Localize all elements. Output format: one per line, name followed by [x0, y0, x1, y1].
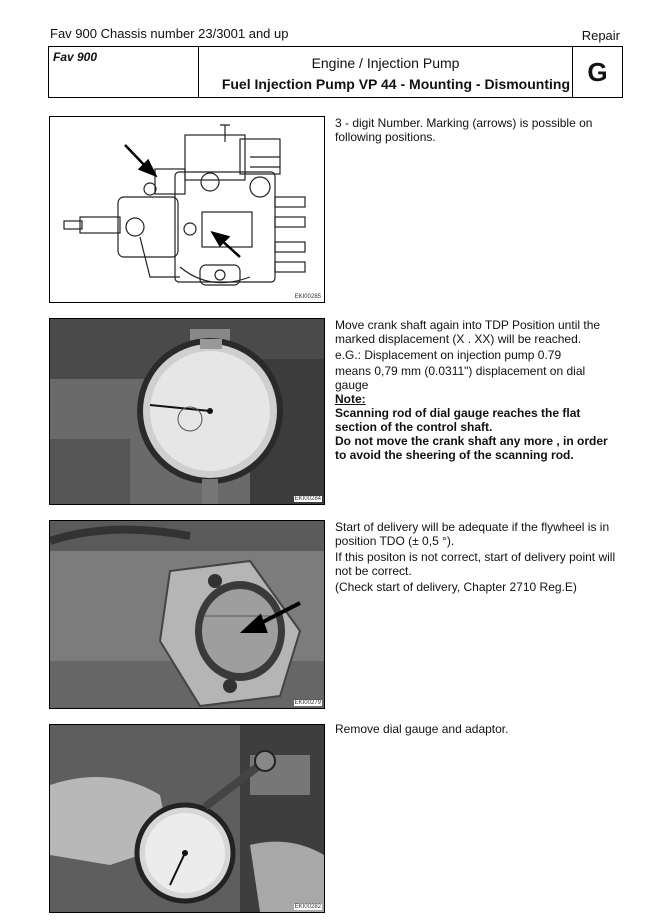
step-2-line: means 0,79 mm (0.0311") displacement on dial gauge: [335, 364, 586, 392]
step-2-line: e.G.: Displacement on injection pump 0.79: [335, 348, 562, 362]
procedure-title: Fuel Injection Pump VP 44 - Mounting - Dismounting: [221, 76, 570, 92]
figure-code: EKI00279: [294, 700, 321, 706]
step-3-text: [335, 520, 620, 596]
step-2-line: Move crank shaft again into TDP Position until the marked displacement (X . XX) will be reached.: [335, 318, 601, 346]
figure-code: EKI00285: [294, 294, 321, 300]
step-3-line: Start of delivery will be adequate if the flywheel is in position TDO (± 0,5 °).: [335, 520, 610, 548]
note-line: Scanning rod of dial gauge reaches the flat section of the control shaft.: [335, 406, 581, 434]
step-3-line: If this positon is not correct, start of delivery point will not be correct.: [335, 550, 616, 578]
step-1-text: [335, 116, 620, 146]
step-2-text: [335, 318, 620, 462]
section-letter: G: [572, 47, 622, 97]
figure-code: EKI00282: [294, 904, 321, 910]
model-cell: Fav 900: [49, 47, 199, 97]
figure-flywheel-window-photo: [49, 520, 325, 709]
document-header-right: Repair: [581, 28, 620, 43]
figure-pump-drawing: [49, 116, 325, 303]
step-1-line: 3 - digit Number. Marking (arrows) is possible on following positions.: [335, 116, 593, 144]
title-cell: [199, 47, 572, 97]
step-3-line: (Check start of delivery, Chapter 2710 Reg.E): [335, 580, 577, 594]
document-header-left: Fav 900 Chassis number 23/3001 and up: [50, 26, 289, 41]
title-block: [48, 46, 623, 98]
figure-code: EKI00284: [294, 496, 321, 502]
figure-remove-gauge-photo: [49, 724, 325, 913]
chapter-title: Engine / Injection Pump: [311, 55, 460, 71]
note-heading: Note:: [335, 392, 366, 406]
figure-dial-gauge-photo: [49, 318, 325, 505]
step-4-text: [335, 722, 620, 738]
note-line: Do not move the crank shaft any more , in order to avoid the sheering of the scanning rod.: [335, 434, 608, 462]
step-4-line: Remove dial gauge and adaptor.: [335, 722, 509, 736]
